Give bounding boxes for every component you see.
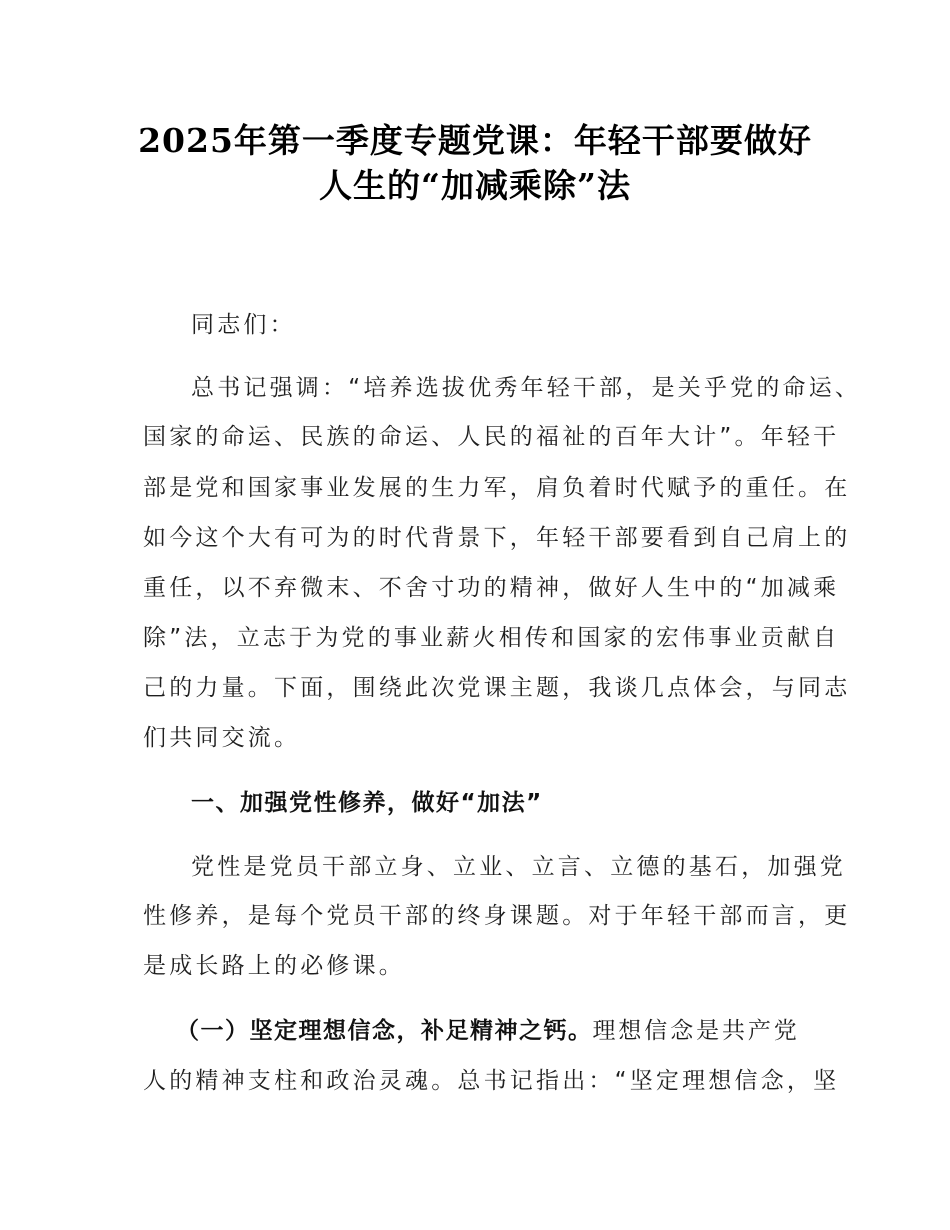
section-1-heading: 一、加强党性修养，做好“加法” bbox=[191, 790, 543, 816]
subsection-1-line: 人的精神支柱和政治灵魂。总书记指出：“坚定理想信念，坚 bbox=[143, 1068, 840, 1094]
intro-line: 重任，以不弃微末、不舍寸功的精神，做好人生中的“加减乘 bbox=[143, 575, 840, 601]
subsection-1-text: 理想信念是共产党 bbox=[592, 1018, 800, 1044]
subsection-1-paragraph-line bbox=[176, 1016, 846, 1046]
intro-line: 国家的命运、民族的命运、人民的福祉的百年大计”。年轻干 bbox=[143, 424, 840, 450]
intro-line: 除”法，立志于为党的事业薪火相传和国家的宏伟事业贡献自 bbox=[143, 625, 840, 651]
document-title-line-2: 人生的“加减乘除”法 bbox=[319, 166, 631, 205]
salutation: 同志们： bbox=[191, 312, 296, 338]
intro-line: 总书记强调：“培养选拔优秀年轻干部，是关乎党的命运、 bbox=[191, 375, 862, 401]
section-1-line: 是成长路上的必修课。 bbox=[143, 953, 405, 979]
section-1-line: 党性是党员干部立身、立业、立言、立德的基石，加强党 bbox=[191, 854, 846, 880]
subsection-1-heading: （一）坚定理想信念，补足精神之钙。 bbox=[176, 1018, 593, 1044]
intro-line: 们共同交流。 bbox=[143, 725, 301, 751]
intro-line: 部是党和国家事业发展的生力军，肩负着时代赋予的重任。在 bbox=[143, 475, 851, 501]
section-1-line: 性修养，是每个党员干部的终身课题。对于年轻干部而言，更 bbox=[143, 903, 851, 929]
intro-line: 己的力量。下面，围绕此次党课主题，我谈几点体会，与同志 bbox=[143, 675, 851, 701]
document-title-line-1: 2025年第一季度专题党课：年轻干部要做好 bbox=[138, 121, 812, 160]
intro-line: 如今这个大有可为的时代背景下，年轻干部要看到自己肩上的 bbox=[143, 525, 851, 551]
